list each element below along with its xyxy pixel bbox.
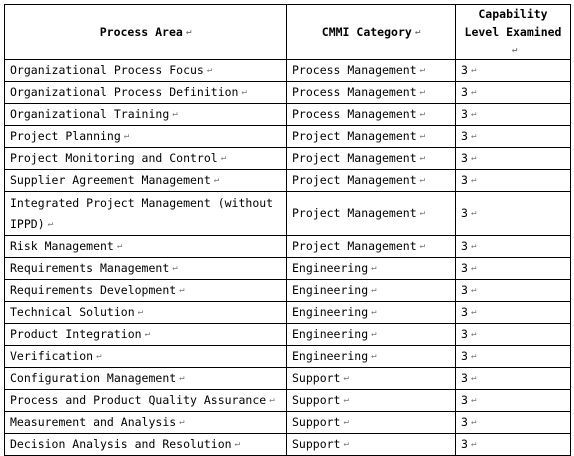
paragraph-mark-icon: ↵	[241, 87, 247, 97]
header-capability-level	[456, 5, 571, 60]
paragraph-mark-icon: ↵	[172, 109, 178, 119]
cell-cmmi-category-text: Support	[292, 371, 341, 385]
cell-process-area-text: Risk Management	[10, 239, 114, 253]
cell-cmmi-category	[287, 60, 456, 82]
table-row	[5, 192, 571, 236]
paragraph-mark-icon: ↵	[470, 87, 477, 97]
cell-cmmi-category-text: Project Management	[292, 173, 417, 187]
header-capability-level-label: Capability Level Examined	[464, 7, 562, 39]
paragraph-mark-icon: ↵	[470, 131, 477, 141]
cell-capability-level-text: 3	[461, 327, 468, 341]
cell-capability-level	[456, 302, 571, 324]
cell-cmmi-category	[287, 258, 456, 280]
table-row	[5, 412, 571, 434]
cell-process-area-text: Process and Product Quality Assurance	[10, 393, 267, 407]
paragraph-mark-icon: ↵	[371, 351, 377, 361]
paragraph-mark-icon: ↵	[371, 329, 377, 339]
header-process-area	[5, 5, 287, 60]
cell-cmmi-category-text: Process Management	[292, 85, 417, 99]
cell-process-area	[5, 192, 287, 236]
cell-capability-level-text: 3	[461, 63, 468, 77]
cell-process-area-text: Measurement and Analysis	[10, 415, 177, 429]
cell-process-area-text: Project Planning	[10, 129, 121, 143]
cell-cmmi-category-text: Engineering	[292, 261, 369, 275]
cell-process-area	[5, 346, 287, 368]
cell-process-area	[5, 258, 287, 280]
paragraph-mark-icon: ↵	[470, 175, 477, 185]
paragraph-mark-icon: ↵	[343, 439, 349, 449]
table-row	[5, 104, 571, 126]
cell-cmmi-category-text: Process Management	[292, 107, 417, 121]
paragraph-mark-icon: ↵	[470, 417, 477, 427]
header-process-area-label: Process Area	[99, 25, 183, 39]
cell-cmmi-category-text: Engineering	[292, 305, 369, 319]
cell-cmmi-category-text: Engineering	[292, 327, 369, 341]
cell-capability-level	[456, 170, 571, 192]
paragraph-mark-icon: ↵	[343, 373, 349, 383]
paragraph-mark-icon: ↵	[414, 27, 421, 37]
paragraph-mark-icon: ↵	[419, 153, 426, 163]
table-row	[5, 170, 571, 192]
cell-process-area-text: Requirements Management	[10, 261, 170, 275]
header-cmmi-category	[287, 5, 456, 60]
table-row	[5, 390, 571, 412]
paragraph-mark-icon: ↵	[47, 218, 54, 229]
cell-capability-level-text: 3	[461, 85, 468, 99]
paragraph-mark-icon: ↵	[419, 175, 426, 185]
cell-process-area-text: Integrated Project Management (without IPPD)	[10, 195, 274, 231]
table-row	[5, 280, 571, 302]
cell-cmmi-category-text: Process Management	[292, 63, 417, 77]
paragraph-mark-icon: ↵	[172, 263, 178, 273]
paragraph-mark-icon: ↵	[144, 329, 150, 339]
cell-cmmi-category-text: Project Management	[292, 239, 417, 253]
cell-capability-level-text: 3	[461, 437, 468, 451]
cell-process-area-text: Verification	[10, 349, 94, 363]
cell-cmmi-category	[287, 104, 456, 126]
paragraph-mark-icon: ↵	[419, 208, 426, 218]
paragraph-mark-icon: ↵	[234, 439, 240, 449]
cell-process-area	[5, 368, 287, 390]
cell-process-area-text: Requirements Development	[10, 283, 177, 297]
table-header-row	[5, 5, 571, 60]
cell-cmmi-category	[287, 126, 456, 148]
paragraph-mark-icon: ↵	[470, 208, 477, 218]
cell-cmmi-category	[287, 368, 456, 390]
cell-process-area-text: Technical Solution	[10, 305, 135, 319]
cell-capability-level	[456, 148, 571, 170]
cell-process-area-text: Organizational Process Focus	[10, 63, 204, 77]
cell-cmmi-category	[287, 192, 456, 236]
paragraph-mark-icon: ↵	[220, 153, 227, 163]
paragraph-mark-icon: ↵	[123, 131, 130, 141]
paragraph-mark-icon: ↵	[419, 109, 426, 119]
paragraph-mark-icon: ↵	[470, 241, 477, 251]
cell-cmmi-category-text: Support	[292, 415, 341, 429]
cell-cmmi-category-text: Support	[292, 393, 341, 407]
cell-process-area-text: Organizational Process Definition	[10, 85, 239, 99]
table-row	[5, 126, 571, 148]
paragraph-mark-icon: ↵	[179, 285, 185, 295]
paragraph-mark-icon: ↵	[269, 395, 275, 405]
cell-cmmi-category-text: Project Management	[292, 206, 417, 220]
cell-capability-level	[456, 104, 571, 126]
cell-cmmi-category	[287, 170, 456, 192]
paragraph-mark-icon: ↵	[419, 131, 426, 141]
cell-cmmi-category	[287, 390, 456, 412]
cell-process-area-text: Configuration Management	[10, 371, 177, 385]
cell-cmmi-category	[287, 412, 456, 434]
cell-cmmi-category	[287, 148, 456, 170]
cell-cmmi-category	[287, 236, 456, 258]
table-row	[5, 236, 571, 258]
table-row	[5, 368, 571, 390]
cell-capability-level-text: 3	[461, 349, 468, 363]
paragraph-mark-icon: ↵	[470, 373, 477, 383]
cell-capability-level-text: 3	[461, 151, 468, 165]
paragraph-mark-icon: ↵	[470, 351, 477, 361]
cell-capability-level-text: 3	[461, 173, 468, 187]
cell-capability-level	[456, 324, 571, 346]
cell-process-area	[5, 412, 287, 434]
paragraph-mark-icon: ↵	[470, 109, 477, 119]
paragraph-mark-icon: ↵	[470, 439, 477, 449]
cell-cmmi-category-text: Engineering	[292, 283, 369, 297]
cell-process-area-text: Product Integration	[10, 327, 142, 341]
cell-process-area	[5, 236, 287, 258]
cell-process-area	[5, 148, 287, 170]
cell-capability-level-text: 3	[461, 239, 468, 253]
cell-capability-level-text: 3	[461, 129, 468, 143]
cell-cmmi-category-text: Project Management	[292, 129, 417, 143]
cell-cmmi-category-text: Support	[292, 437, 341, 451]
paragraph-mark-icon: ↵	[206, 65, 213, 75]
cell-capability-level	[456, 280, 571, 302]
paragraph-mark-icon: ↵	[343, 417, 349, 427]
cell-process-area	[5, 390, 287, 412]
cell-process-area	[5, 302, 287, 324]
paragraph-mark-icon: ↵	[470, 329, 477, 339]
table-row	[5, 148, 571, 170]
cell-capability-level-text: 3	[461, 371, 468, 385]
cell-capability-level	[456, 126, 571, 148]
cmmi-process-area-table	[4, 4, 571, 456]
paragraph-mark-icon: ↵	[419, 87, 426, 97]
cell-process-area	[5, 324, 287, 346]
paragraph-mark-icon: ↵	[179, 417, 185, 427]
cell-process-area-text: Supplier Agreement Management	[10, 173, 211, 187]
paragraph-mark-icon: ↵	[470, 395, 477, 405]
paragraph-mark-icon: ↵	[116, 241, 123, 251]
paragraph-mark-icon: ↵	[511, 45, 518, 55]
cell-cmmi-category-text: Project Management	[292, 151, 417, 165]
paragraph-mark-icon: ↵	[213, 175, 220, 185]
paragraph-mark-icon: ↵	[371, 307, 377, 317]
table-body	[5, 60, 571, 456]
cell-capability-level	[456, 368, 571, 390]
table-row	[5, 324, 571, 346]
cell-capability-level-text: 3	[461, 261, 468, 275]
cell-capability-level	[456, 412, 571, 434]
paragraph-mark-icon: ↵	[371, 263, 377, 273]
table-row	[5, 60, 571, 82]
cell-process-area	[5, 104, 287, 126]
table-row	[5, 302, 571, 324]
cell-capability-level-text: 3	[461, 206, 468, 220]
paragraph-mark-icon: ↵	[419, 65, 426, 75]
cell-capability-level	[456, 82, 571, 104]
header-cmmi-category-label: CMMI Category	[321, 25, 412, 39]
cell-cmmi-category	[287, 434, 456, 456]
cell-capability-level-text: 3	[461, 283, 468, 297]
cell-process-area	[5, 170, 287, 192]
paragraph-mark-icon: ↵	[371, 285, 377, 295]
cell-process-area-text: Organizational Training	[10, 107, 170, 121]
cell-cmmi-category	[287, 346, 456, 368]
cell-process-area	[5, 434, 287, 456]
paragraph-mark-icon: ↵	[470, 307, 477, 317]
cell-cmmi-category	[287, 324, 456, 346]
cell-process-area-text: Decision Analysis and Resolution	[10, 437, 232, 451]
cell-capability-level-text: 3	[461, 393, 468, 407]
paragraph-mark-icon: ↵	[470, 263, 477, 273]
paragraph-mark-icon: ↵	[343, 395, 349, 405]
paragraph-mark-icon: ↵	[419, 241, 426, 251]
cell-capability-level	[456, 346, 571, 368]
paragraph-mark-icon: ↵	[137, 307, 144, 317]
cell-capability-level	[456, 192, 571, 236]
paragraph-mark-icon: ↵	[179, 373, 185, 383]
cell-process-area-text: Project Monitoring and Control	[10, 151, 218, 165]
table-row	[5, 346, 571, 368]
table-row	[5, 434, 571, 456]
paragraph-mark-icon: ↵	[470, 153, 477, 163]
cell-capability-level-text: 3	[461, 107, 468, 121]
cell-cmmi-category	[287, 302, 456, 324]
cell-cmmi-category	[287, 82, 456, 104]
table-row	[5, 82, 571, 104]
cell-capability-level	[456, 236, 571, 258]
paragraph-mark-icon: ↵	[185, 27, 192, 37]
cell-capability-level	[456, 390, 571, 412]
cell-process-area	[5, 280, 287, 302]
cell-cmmi-category	[287, 280, 456, 302]
paragraph-mark-icon: ↵	[470, 65, 477, 75]
cell-process-area	[5, 126, 287, 148]
table-row	[5, 258, 571, 280]
cell-capability-level-text: 3	[461, 305, 468, 319]
cell-process-area	[5, 82, 287, 104]
paragraph-mark-icon: ↵	[96, 351, 102, 361]
paragraph-mark-icon: ↵	[470, 285, 477, 295]
cell-capability-level	[456, 60, 571, 82]
cell-capability-level	[456, 258, 571, 280]
cell-capability-level-text: 3	[461, 415, 468, 429]
cell-capability-level	[456, 434, 571, 456]
cell-cmmi-category-text: Engineering	[292, 349, 369, 363]
cell-process-area	[5, 60, 287, 82]
